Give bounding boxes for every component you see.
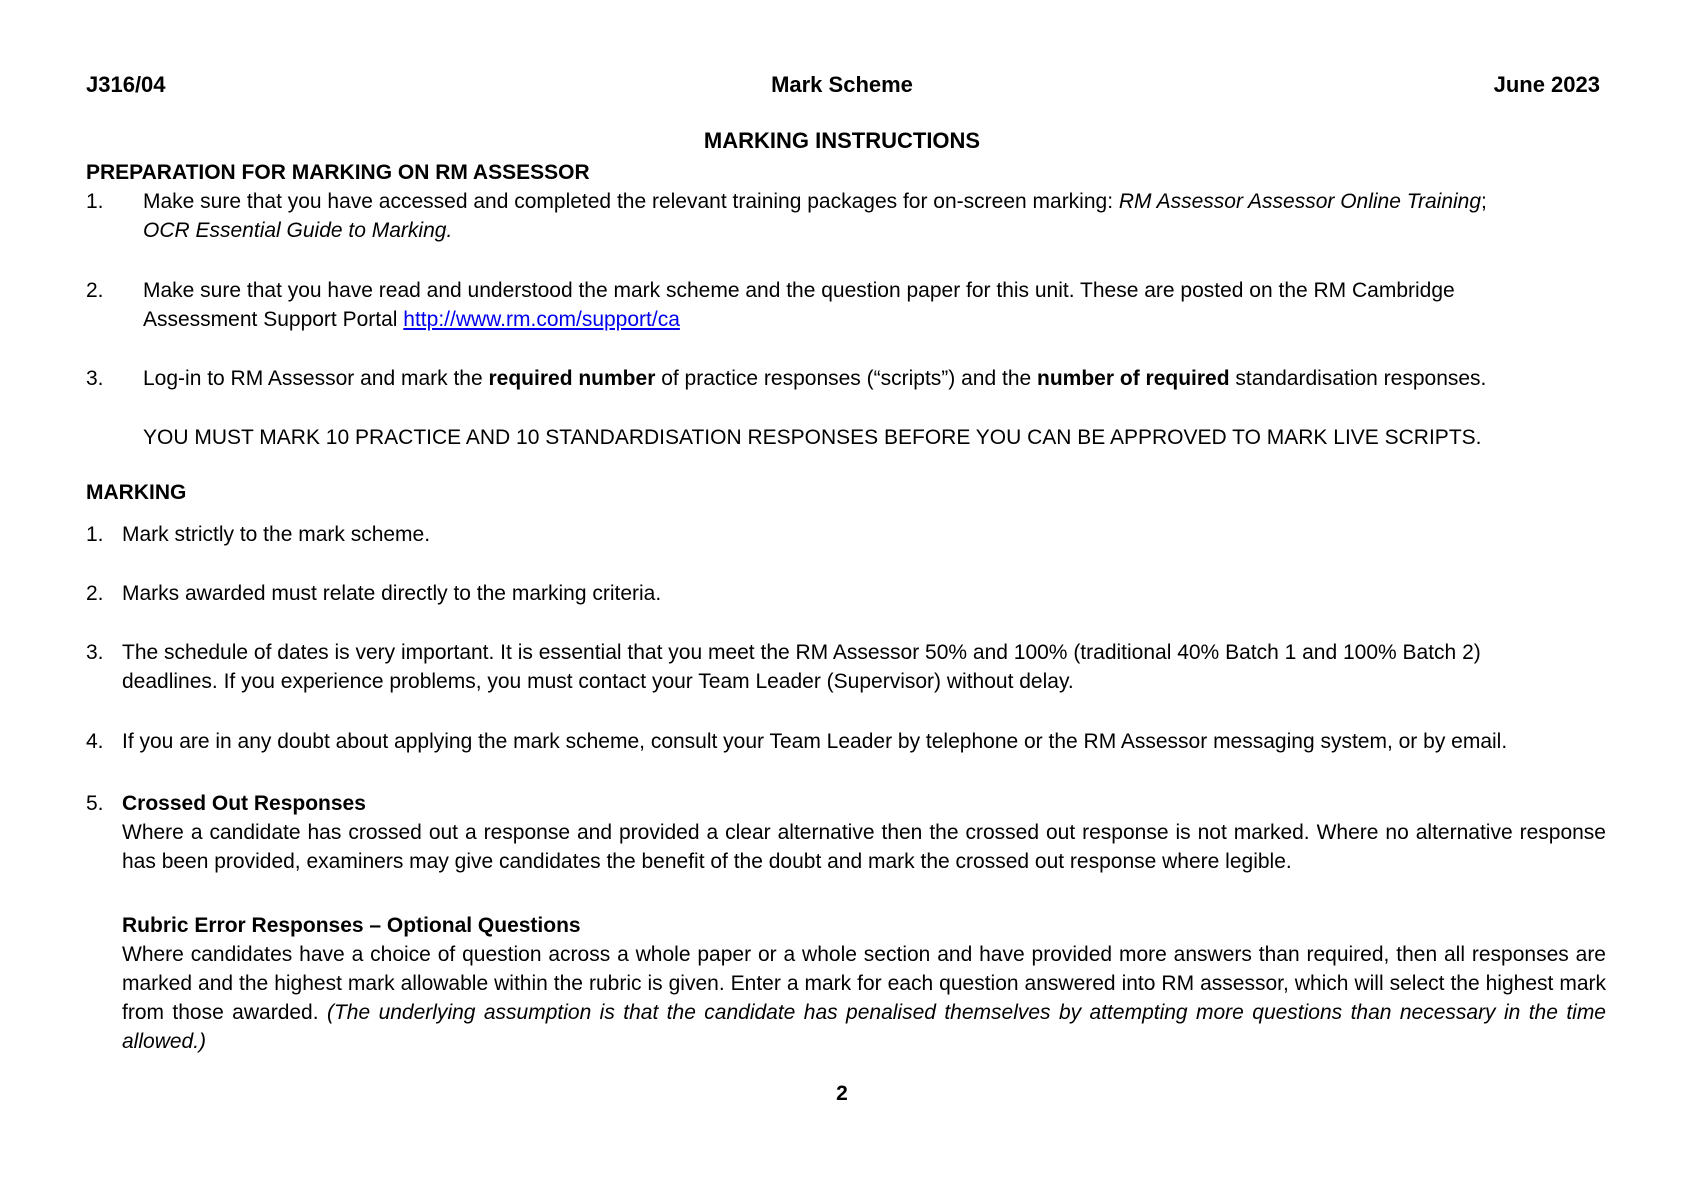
prep-item-3-bold-b: number of required <box>1037 367 1230 390</box>
crossed-out-text: Where a candidate has crossed out a response and provided a clear alternative then the crossed out response is not marked. Where no alternative response has been provided, examiners may give candidates the benefit of the doubt and mark the crossed out response where legible. <box>122 821 1606 873</box>
marking-item-number: 5. <box>86 792 104 815</box>
prep-item-1-italic-a: RM Assessor Assessor Online Training <box>1118 190 1482 213</box>
marking-item-number: 2. <box>86 582 104 605</box>
marking-item-2-text: Marks awarded must relate directly to the marking criteria. <box>122 582 662 605</box>
marking-item-4-text: If you are in any doubt about applying the mark scheme, consult your Team Leader by telephone or the RM Assessor messaging system, or by email. <box>122 730 1508 753</box>
rubric-error-text-main: Where candidates have a choice of question across a whole paper or a whole section and have provided more answers than required, then all responses are marked and the highest mark allowable within the rubric is given. Enter a mark for each question answered into RM assessor, which will select the highest mark from those awarded. <box>122 943 1606 1024</box>
support-portal-link[interactable]: http://www.rm.com/support/ca <box>403 308 680 331</box>
prep-item-1-italic-b: OCR Essential Guide to Marking <box>143 219 447 242</box>
prep-item-1-text-c: . <box>446 219 453 242</box>
crossed-out-subheading: Crossed Out Responses <box>122 792 366 815</box>
marking-item-1-text: Mark strictly to the mark scheme. <box>122 523 431 546</box>
prep-item-1-text-b: ; <box>1481 190 1487 213</box>
page-number: 2 <box>836 1082 848 1105</box>
marking-item-number: 1. <box>86 523 104 546</box>
doc-type: Mark Scheme <box>771 72 913 97</box>
prep-item-3-text-c: standardisation responses. <box>1229 367 1487 390</box>
prep-item-3-text-b: of practice responses (“scripts”) and the <box>655 367 1038 390</box>
prep-item-3-note: YOU MUST MARK 10 PRACTICE AND 10 STANDARDISATION RESPONSES BEFORE YOU CAN BE APPROVED TO MARK LIVE SCRIPTS. <box>143 426 1482 449</box>
prep-item-number: 3. <box>86 367 104 390</box>
rubric-error-subheading: Rubric Error Responses – Optional Questions <box>122 914 581 937</box>
marking-item-number: 4. <box>86 730 104 753</box>
prep-item-number: 2. <box>86 279 104 302</box>
doc-date: June 2023 <box>1493 72 1600 97</box>
marking-item-number: 3. <box>86 641 104 664</box>
prep-item-2-text <box>143 276 1543 334</box>
prep-item-2-text-a: Make sure that you have read and understood the mark scheme and the question paper for this unit. These are posted on the RM Cambridge Assessment Support Portal <box>143 279 1455 331</box>
prep-item-1-text-a: Make sure that you have accessed and completed the relevant training packages for on-screen marking: <box>143 190 1119 213</box>
page-title: MARKING INSTRUCTIONS <box>703 128 981 153</box>
marking-item-3-text: The schedule of dates is very important. It is essential that you meet the RM Assessor 50% and 100% (traditional 40% Batch 1 and 100% Batch 2) deadlines. If you experience problems, you must contact your Team Leader (Supervisor) without delay. <box>122 641 1481 693</box>
marking-heading: MARKING <box>86 481 187 504</box>
doc-code: J316/04 <box>86 72 166 97</box>
prep-item-1-text <box>143 187 1623 245</box>
prep-item-3-bold-a: required number <box>488 367 656 390</box>
rubric-error-text <box>122 940 1606 1056</box>
preparation-heading: PREPARATION FOR MARKING ON RM ASSESSOR <box>86 161 590 184</box>
rubric-error-text-italic: (The underlying assumption is that the candidate has penalised themselves by attempting more questions than necessary in the time allowed.) <box>122 1001 1606 1053</box>
prep-item-3-text-a: Log-in to RM Assessor and mark the <box>143 367 489 390</box>
prep-item-number: 1. <box>86 190 104 213</box>
prep-item-3-text <box>143 364 1623 393</box>
